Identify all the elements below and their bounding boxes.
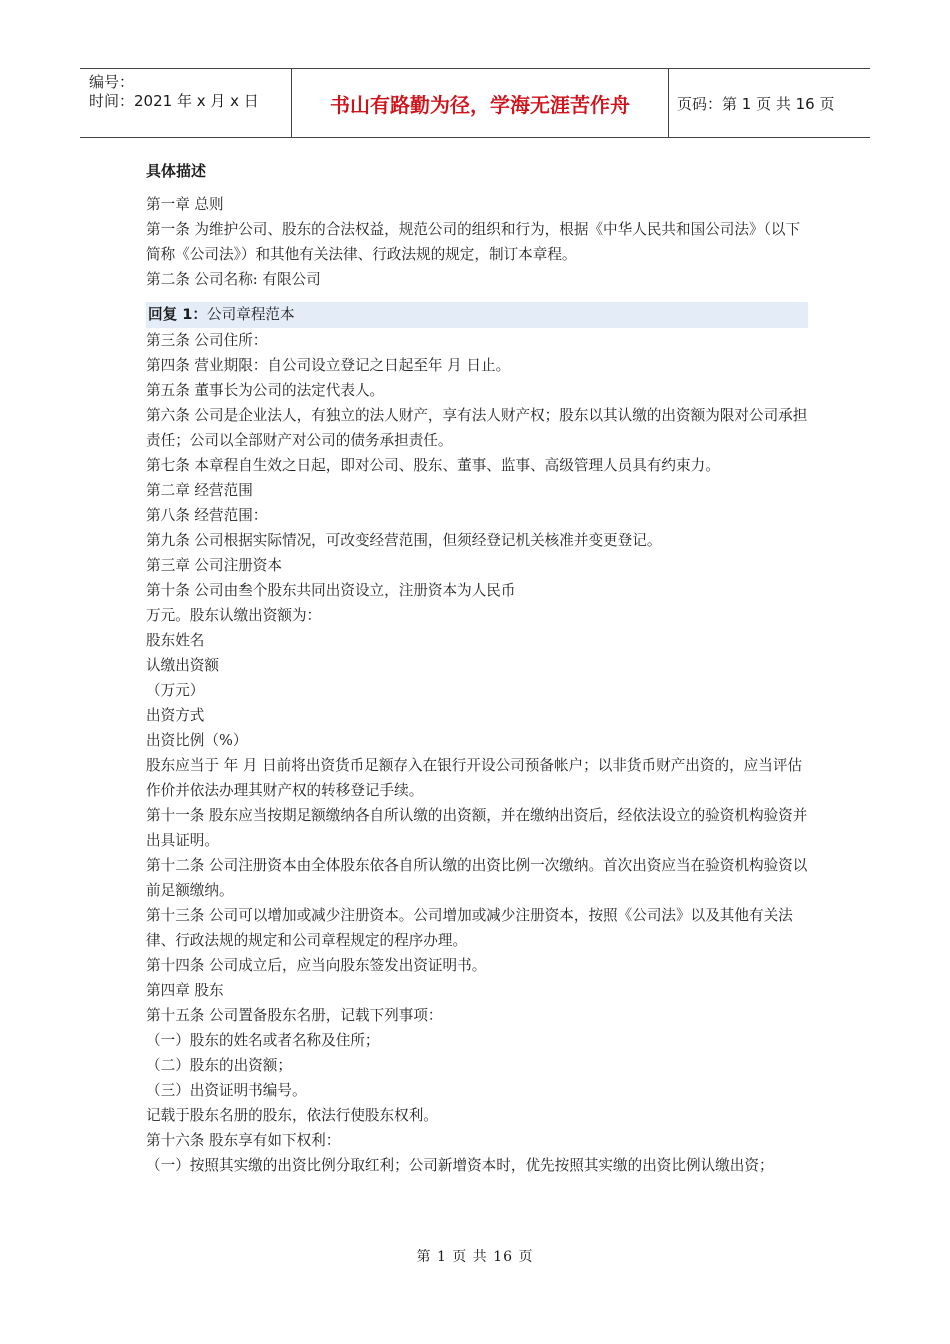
article-paragraph: （万元） <box>146 682 205 699</box>
articles-section <box>146 328 808 1178</box>
article-paragraph: 第五条 董事长为公司的法定代表人。 <box>146 382 385 399</box>
article-paragraph: 第十三条 公司可以增加或减少注册资本。公司增加或减少注册资本，按照《公司法》以及其他有关法律、行政法规的规定和公司章程规定的程序办理。 <box>146 907 793 949</box>
article-paragraph: 第六条 公司是企业法人，有独立的法人财产，享有法人财产权；股东以其认缴的出资额为限对公司承担责任；公司以全部财产对公司的债务承担责任。 <box>146 407 808 449</box>
article-paragraph: 第二章 经营范围 <box>146 482 253 499</box>
document-body <box>146 158 808 1178</box>
article-paragraph: 第三章 公司注册资本 <box>146 557 282 574</box>
article-paragraph: 第十条 公司由叁个股东共同出资设立，注册资本为人民币 <box>146 582 516 599</box>
reply-text: 公司章程范本 <box>207 306 295 323</box>
intro-paragraph: 第二条 公司名称: 有限公司 <box>146 271 321 288</box>
intro-paragraph: 第一章 总则 <box>146 196 224 213</box>
article-paragraph: 第四章 股东 <box>146 982 224 999</box>
article-paragraph: 第九条 公司根据实际情况，可改变经营范围，但须经登记机关核准并变更登记。 <box>146 532 662 549</box>
page-footer: 第 1 页 共 16 页 <box>416 1249 534 1265</box>
intro-paragraph: 第一条 为维护公司、股东的合法权益，规范公司的组织和行为，根据《中华人民共和国公司法》（以下简称《公司法》）和其他有关法律、行政法规的规定，制订本章程。 <box>146 221 801 263</box>
number-label: 编号： <box>89 73 135 91</box>
reply-bar <box>146 302 808 328</box>
header-page-info: 页码：第 1 页 共 16 页 <box>677 94 835 113</box>
article-paragraph: 第十五条 公司置备股东名册，记载下列事项： <box>146 1007 443 1024</box>
article-paragraph: 第十二条 公司注册资本由全体股东依各自所认缴的出资比例一次缴纳。首次出资应当在验资机构验资以前足额缴纳。 <box>146 857 808 899</box>
reply-label: 回复 1： <box>148 306 208 323</box>
article-paragraph: （一）按照其实缴的出资比例分取红利；公司新增资本时，优先按照其实缴的出资比例认缴出资； <box>146 1157 774 1174</box>
article-paragraph: 出资比例（%） <box>146 732 248 749</box>
article-paragraph: （三）出资证明书编号。 <box>146 1082 307 1099</box>
article-paragraph: 记载于股东名册的股东，依法行使股东权利。 <box>146 1107 438 1124</box>
document-title: 具体描述 <box>146 162 207 180</box>
article-paragraph: （一）股东的姓名或者名称及住所； <box>146 1032 380 1049</box>
article-paragraph: （二）股东的出资额； <box>146 1057 292 1074</box>
article-paragraph: 第十六条 股东享有如下权利： <box>146 1132 341 1149</box>
header-motto: 书山有路勤为径，学海无涯苦作舟 <box>292 69 669 137</box>
article-paragraph: 第三条 公司住所： <box>146 332 268 349</box>
header-meta <box>80 69 292 137</box>
article-paragraph: 第八条 经营范围： <box>146 507 268 524</box>
date-label: 时间：2021 年 x 月 x 日 <box>89 92 259 110</box>
article-paragraph: 第十一条 股东应当按期足额缴纳各自所认缴的出资额，并在缴纳出资后，经依法设立的验资机构验资并出具证明。 <box>146 807 808 849</box>
article-paragraph: 第七条 本章程自生效之日起，即对公司、股东、董事、监事、高级管理人员具有约束力。 <box>146 457 720 474</box>
article-paragraph: 股东姓名 <box>146 632 205 649</box>
document-header <box>80 68 870 138</box>
article-paragraph: 第四条 营业期限：自公司设立登记之日起至年 月 日止。 <box>146 357 511 374</box>
article-paragraph: 出资方式 <box>146 707 205 724</box>
article-paragraph: 万元。股东认缴出资额为： <box>146 607 322 624</box>
intro-section <box>146 192 808 292</box>
article-paragraph: 第十四条 公司成立后，应当向股东签发出资证明书。 <box>146 957 487 974</box>
article-paragraph: 股东应当于 年 月 日前将出资货币足额存入在银行开设公司预备帐户；以非货币财产出资的，应当评估作价并依法办理其财产权的转移登记手续。 <box>146 757 803 799</box>
article-paragraph: 认缴出资额 <box>146 657 219 674</box>
